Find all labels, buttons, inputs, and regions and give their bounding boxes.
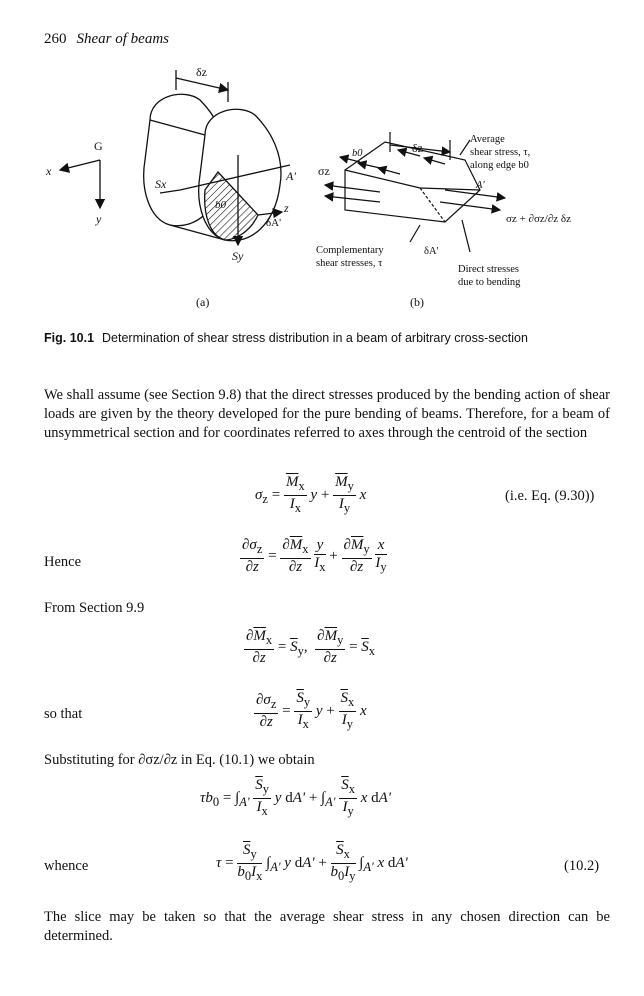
panel-a-diagram — [60, 70, 290, 245]
label-dA-prime-a: δA' — [266, 217, 282, 229]
from-section-label: From Section 9.9 — [44, 600, 145, 616]
equation-hence: $\frac{\partial\sigma_z}{\partial z}$ = $\frac{\partial\overline{M}_x}{\partial z}$ $\frac{y}{I_x}$ + $\frac{\partial\overline{M}_y}{\partial z}$ $\frac{x}{I_y}$ — [242, 537, 387, 575]
figure-caption — [44, 330, 600, 347]
equation-sigma-z: $\sigma_z$ = $\frac{\overline{M}_x}{I_x}$ y + $\frac{\overline{M}_y}{I_y}$ x — [255, 474, 367, 515]
label-dz-b: δz — [412, 141, 423, 155]
label-b0-b: b0 — [352, 148, 363, 159]
equation-tau-b0: $\tau b_0 = \int_{A'}$ $\frac{\overline{S}_y}{I_x}$ y $dA' + \int_{A'}$ $\frac{\overline{S}_x}{I_y}$ x dA' — [200, 777, 391, 818]
page-number: 260 — [44, 31, 67, 47]
label-complementary-2: shear stresses, τ — [316, 258, 383, 269]
panel-a-label: (a) — [196, 295, 210, 309]
label-avg-shear-2: shear stress, τ, — [470, 147, 531, 158]
running-title: Shear of beams — [76, 31, 169, 47]
label-Sy: Sy — [232, 249, 244, 263]
paragraph-last: The slice may be taken so that the average shear stress in any chosen direction can be determined. — [44, 909, 610, 944]
paragraph-1: We shall assume (see Section 9.8) that the direct stresses produced by the bending action of shear loads are given by the theory developed for the pure bending of beams. Therefore, for a beam of unsymmetrical section and for coordinates referred to axes through the centroid of the section — [44, 387, 610, 441]
label-y: y — [96, 212, 102, 226]
whence-label: whence — [44, 858, 89, 874]
label-z: z — [284, 201, 289, 215]
label-x: x — [46, 164, 52, 178]
caption-number: Fig. 10.1 — [44, 331, 95, 345]
label-sigma-z-b: σz — [318, 164, 330, 178]
label-A-prime-a: A' — [286, 169, 296, 183]
caption-text: Determination of shear stress distribution in a beam of arbitrary cross-section — [102, 331, 528, 345]
label-Sx: Sx — [155, 177, 167, 191]
so-that-label: so that — [44, 706, 83, 722]
running-header — [44, 31, 169, 48]
figure-10-1 — [0, 60, 644, 320]
equation-ref-9-30: (i.e. Eq. (9.30)) — [505, 488, 595, 504]
hence-label: Hence — [44, 554, 82, 570]
panel-b-label: (b) — [410, 295, 424, 309]
label-dz-a: δz — [196, 65, 207, 79]
equation-number-10-2: (10.2) — [564, 858, 600, 874]
label-avg-shear-1: Average — [470, 134, 505, 145]
label-complementary-1: Complementary — [316, 245, 384, 256]
label-sigma-plus: σz + ∂σz/∂z δz — [506, 213, 571, 225]
label-dA-prime-b: δA' — [424, 246, 439, 257]
substituting-text: Substituting for ∂σz/∂z in Eq. (10.1) we obtain — [44, 752, 315, 768]
label-b0-a: b0 — [215, 199, 226, 211]
label-A-prime-b: A' — [476, 180, 485, 191]
equation-so-that: $\frac{\partial\sigma_z}{\partial z}$ = $\frac{\overline{S}_y}{I_x}$ y + $\frac{\overline{S}_x}{I_y}$ x — [256, 690, 367, 731]
label-direct-1: Direct stresses — [458, 264, 519, 275]
label-avg-shear-3: along edge b0 — [470, 160, 529, 171]
label-G: G — [94, 139, 103, 153]
equation-section-9-9: $\frac{\partial\overline{M}_x}{\partial z}$ = $\overline{S}_y$, $\frac{\partial\overline{M}_y}{\partial z}$ = $\overline{S}_x$ — [246, 628, 376, 666]
label-direct-2: due to bending — [458, 277, 521, 288]
equation-10-2: τ = $\frac{\overline{S}_y}{b_0I_x}$ $\int_{A'}$ y dA' + $\frac{\overline{S}_x}{b_0I_y}$ $\int_{A'}$ x dA' — [216, 842, 408, 883]
